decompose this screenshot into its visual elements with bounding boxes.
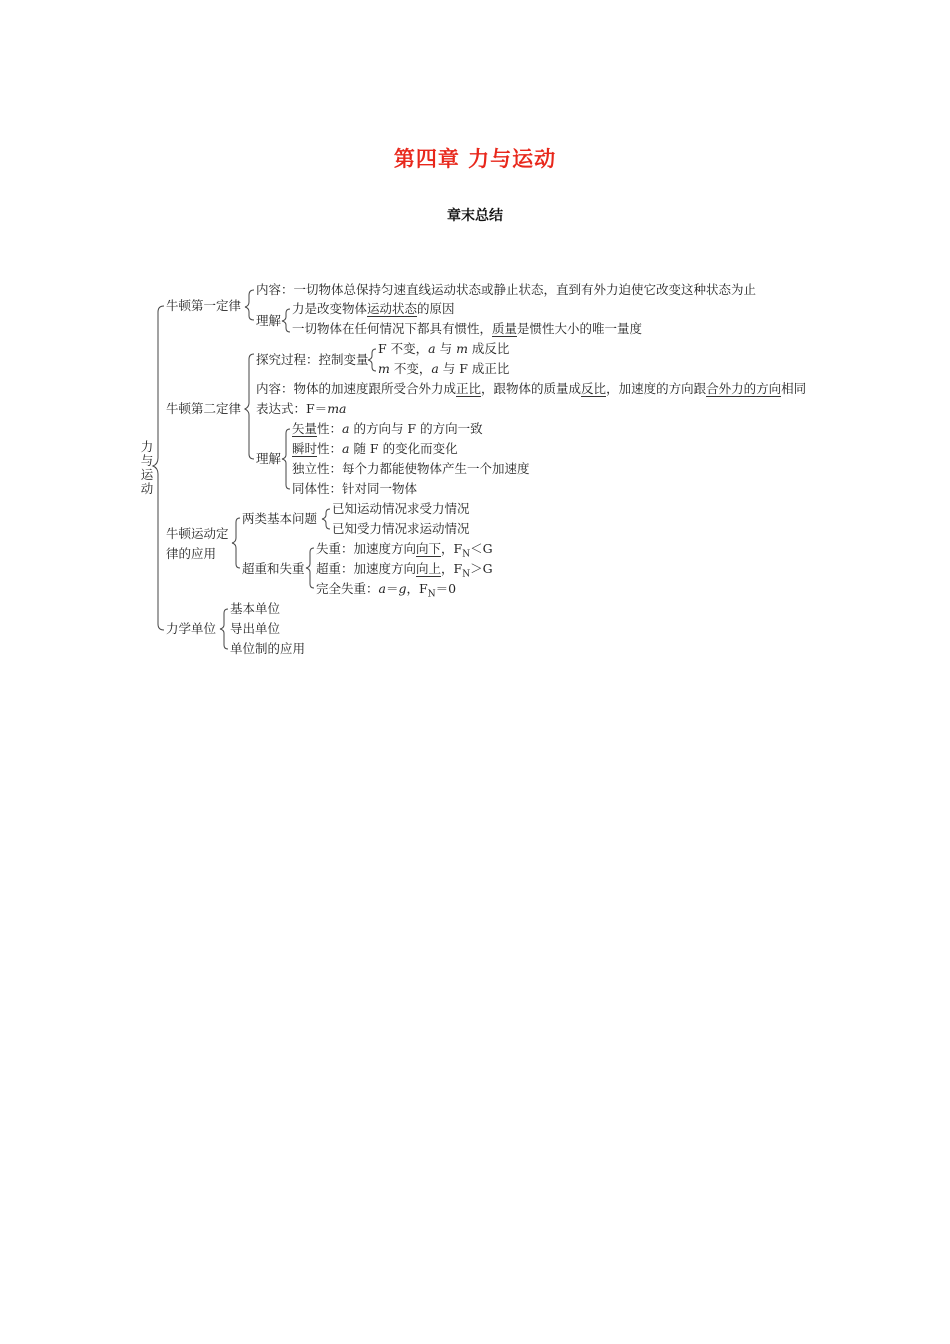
newton1-content-label: 内容 <box>256 282 282 297</box>
units-bracket <box>220 609 228 649</box>
newton1-bracket <box>245 290 254 320</box>
weight-label: 超重和失重 <box>242 561 305 576</box>
text-segment: ＝ <box>385 581 399 596</box>
two-problems-bracket <box>322 509 330 529</box>
text-segment: 的方向与 F 的方向一致 <box>349 421 483 436</box>
text-segment: 性： <box>317 421 343 436</box>
subscript: N <box>462 549 471 560</box>
newton1-content: 内容：一切物体总保持匀速直线运动状态或静止状态，直到有外力迫使它改变这种状态为止 <box>256 282 757 297</box>
newton2-content <box>256 381 806 397</box>
symbol: g <box>398 581 407 596</box>
newton1-understand-1 <box>292 301 455 317</box>
text-segment: F 不变， <box>378 341 429 356</box>
weightlessness-line <box>316 541 493 563</box>
text-segment: 的原因 <box>417 301 455 316</box>
blank-answer: 反比 <box>581 381 607 396</box>
application-label-line2: 律的应用 <box>166 546 217 561</box>
units-label: 力学单位 <box>166 621 217 636</box>
newton2-expression <box>256 401 347 417</box>
blank-answer: 合外力的方向 <box>706 381 782 396</box>
text-segment: ，F <box>441 541 463 556</box>
weight-bracket <box>306 548 314 588</box>
overweight-line <box>316 561 493 583</box>
newton2-property-4: 同体性：针对同一物体 <box>292 481 418 496</box>
two-problems-label: 两类基本问题 <box>242 511 318 526</box>
newton2-explore-1 <box>378 341 509 357</box>
newton2-understand-bracket <box>282 429 290 489</box>
application-label-line1: 牛顿运动定 <box>166 526 229 541</box>
text-segment: 不变， <box>389 361 432 376</box>
application-bracket <box>232 518 240 568</box>
text-segment: 随 F 的变化而变化 <box>349 441 458 456</box>
newton1-understand-bracket <box>282 309 290 332</box>
text-segment: 与 <box>435 341 457 356</box>
text-segment: 表达式：F＝ <box>256 401 328 416</box>
symbol: a <box>342 421 350 436</box>
symbol: a <box>428 341 436 356</box>
two-problems-item-1: 已知运动情况求受力情况 <box>332 501 470 516</box>
text-segment: ，跟物体的质量成 <box>481 381 582 396</box>
blank-answer: 质量 <box>492 321 518 336</box>
symbol: a <box>342 441 350 456</box>
symbol: m <box>456 341 468 356</box>
symbol: ma <box>327 401 347 416</box>
text-segment: ，加速度的方向跟 <box>606 381 707 396</box>
text-segment: 成反比 <box>467 341 510 356</box>
text-segment: 是惯性大小的唯一量度 <box>517 321 643 336</box>
two-problems-item-2: 已知受力情况求运动情况 <box>332 521 470 536</box>
units-item-3: 单位制的应用 <box>230 641 306 656</box>
newton2-explore-label: 探究过程：控制变量 <box>256 352 369 367</box>
chapter-subtitle: 章末总结 <box>447 208 503 224</box>
newton1-understand-label: 理解 <box>256 313 282 328</box>
text-segment: 内容：物体的加速度跟所受合外力成 <box>256 381 457 396</box>
text-segment: 一切物体在任何情况下都具有惯性， <box>292 321 493 336</box>
blank-answer: 矢量 <box>292 421 318 436</box>
newton1-content-text: 一切物体总保持匀速直线运动状态或静止状态，直到有外力迫使它改变这种状态为止 <box>293 282 757 297</box>
newton2-bracket <box>245 354 254 459</box>
units-item-1: 基本单位 <box>230 601 281 616</box>
text-segment: ＞G <box>470 561 493 576</box>
text-segment: 性： <box>317 441 343 456</box>
blank-answer: 瞬时 <box>292 441 318 456</box>
symbol: m <box>378 361 390 376</box>
subscript: N <box>427 589 436 600</box>
newton2-property-2 <box>292 441 458 457</box>
text-segment: ，F <box>406 581 428 596</box>
complete-weightlessness-line <box>316 581 456 603</box>
text-segment: ，F <box>441 561 463 576</box>
symbol: a <box>378 581 386 596</box>
subscript: N <box>462 569 471 580</box>
text-segment: 完全失重： <box>316 581 379 596</box>
text-segment: ＜G <box>470 541 493 556</box>
text-segment: 力是改变物体 <box>292 301 368 316</box>
newton2-understand-label: 理解 <box>256 451 282 466</box>
newton1-understand-2 <box>292 321 642 337</box>
newton2-property-1 <box>292 421 483 437</box>
newton1-label: 牛顿第一定律 <box>166 298 242 313</box>
newton2-label: 牛顿第二定律 <box>166 401 242 416</box>
blank-answer: 正比 <box>456 381 482 396</box>
text-segment: 超重：加速度方向 <box>316 561 417 576</box>
text-segment: 相同 <box>781 381 807 396</box>
symbol: a <box>431 361 439 376</box>
units-item-2: 导出单位 <box>230 621 281 636</box>
chapter-title: 第四章 力与运动 <box>393 147 557 171</box>
blank-answer: 运动状态 <box>367 301 418 316</box>
text-segment: 失重：加速度方向 <box>316 541 417 556</box>
newton2-explore-2 <box>378 361 509 377</box>
root-label: 力与运动 <box>140 439 154 496</box>
text-segment: 与 F 成正比 <box>438 361 510 376</box>
newton2-property-3: 独立性：每个力都能使物体产生一个加速度 <box>292 461 530 476</box>
newton2-explore-bracket <box>368 349 376 371</box>
blank-answer: 向下 <box>416 541 442 556</box>
text-segment: ＝0 <box>435 581 457 596</box>
blank-answer: 向上 <box>416 561 442 576</box>
